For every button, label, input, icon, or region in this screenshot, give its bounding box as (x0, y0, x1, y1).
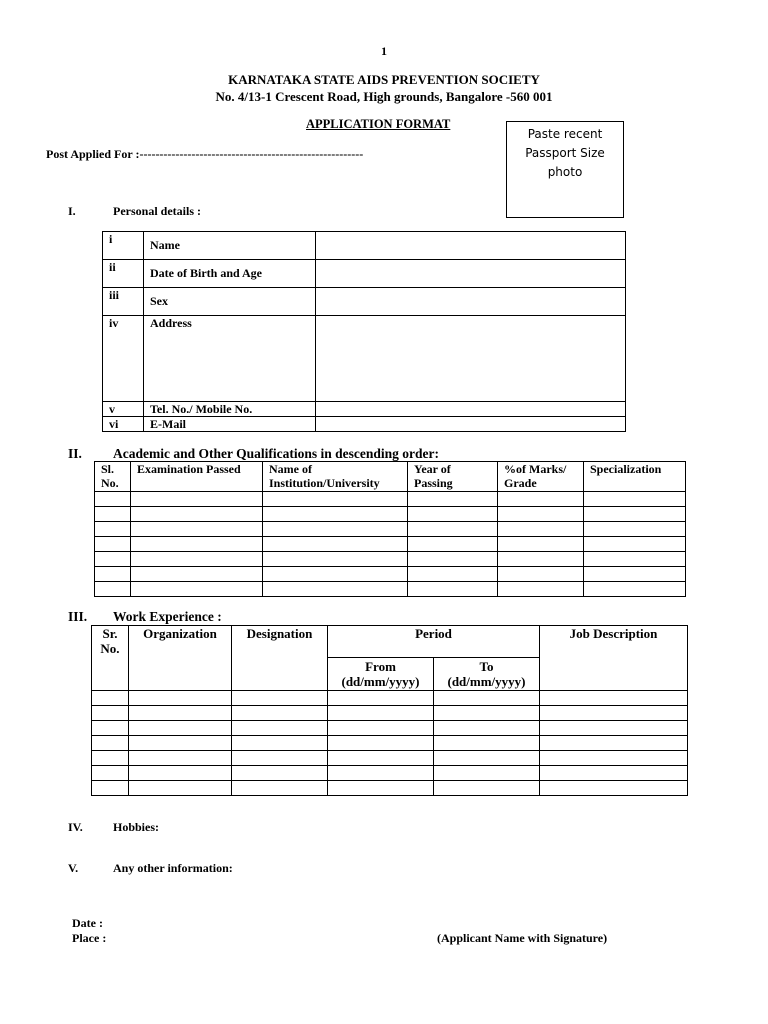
form-title: APPLICATION FORMAT (306, 117, 451, 131)
table-row (103, 288, 626, 316)
section2-number: II. (68, 446, 82, 461)
table-row (95, 522, 686, 537)
col-header-period: Period (328, 626, 540, 658)
table-row (103, 316, 626, 402)
col-header-marks: %of Marks/ Grade (498, 462, 584, 492)
signature-label[interactable]: (Applicant Name with Signature) (437, 931, 608, 945)
qualifications-table (94, 461, 686, 597)
address-input[interactable] (316, 316, 626, 402)
col-header-to: To (dd/mm/yyyy) (434, 658, 540, 691)
row-label: E-Mail (144, 417, 316, 432)
col-header-designation: Designation (232, 626, 328, 691)
row-number: iii (103, 288, 144, 316)
post-applied-blank: -------------------------------------------------------- (139, 147, 364, 161)
table-row (103, 260, 626, 288)
table-row (103, 232, 626, 260)
personal-details-table (102, 231, 626, 432)
table-row (92, 751, 688, 766)
table-row (95, 492, 686, 507)
table-row (92, 736, 688, 751)
row-number: ii (103, 260, 144, 288)
table-row (92, 706, 688, 721)
table-row (103, 402, 626, 417)
date-label[interactable]: Date : (72, 916, 103, 930)
row-number: iv (103, 316, 144, 402)
photo-box-line1: Paste recent (527, 127, 603, 141)
row-number: vi (103, 417, 144, 432)
col-header-year: Year of Passing (408, 462, 498, 492)
row-label: Sex (144, 288, 316, 316)
photo-box-line3: photo (547, 165, 583, 179)
table-row (95, 582, 686, 597)
organization-name: KARNATAKA STATE AIDS PREVENTION SOCIETY (228, 72, 540, 87)
table-row (103, 417, 626, 432)
email-input[interactable] (316, 417, 626, 432)
place-label[interactable]: Place : (72, 931, 107, 945)
section2-title: Academic and Other Qualifications in descending order: (113, 446, 439, 461)
col-header-exam: Examination Passed (131, 462, 263, 492)
table-row (95, 552, 686, 567)
section5-title[interactable]: Any other information: (113, 861, 233, 875)
table-header-row (95, 462, 686, 492)
row-label: Name (144, 232, 316, 260)
section5-number: V. (68, 861, 79, 875)
section3-number: III. (68, 609, 88, 624)
page-number: 1 (381, 44, 387, 58)
row-label: Address (144, 316, 316, 402)
sex-input[interactable] (316, 288, 626, 316)
col-header-from: From (dd/mm/yyyy) (328, 658, 434, 691)
row-label: Date of Birth and Age (144, 260, 316, 288)
table-row (95, 567, 686, 582)
section1-title: Personal details : (113, 204, 201, 218)
name-input[interactable] (316, 232, 626, 260)
table-row (92, 691, 688, 706)
dob-age-input[interactable] (316, 260, 626, 288)
photo-box[interactable] (506, 121, 624, 218)
organization-address: No. 4/13-1 Crescent Road, High grounds, Bangalore -560 001 (215, 89, 553, 104)
section4-number: IV. (68, 820, 83, 834)
col-header-specialization: Specialization (584, 462, 686, 492)
work-experience-table (91, 625, 688, 796)
section4-title[interactable]: Hobbies: (113, 820, 160, 834)
col-header-organization: Organization (129, 626, 232, 691)
table-header-row (92, 626, 688, 658)
col-header-institution: Name of Institution/University (263, 462, 408, 492)
col-header-sl: Sl. No. (95, 462, 131, 492)
table-row (92, 781, 688, 796)
row-number: i (103, 232, 144, 260)
post-applied-label: Post Applied For : (46, 147, 140, 161)
photo-box-line2: Passport Size (525, 146, 605, 160)
col-header-sr: Sr. No. (92, 626, 129, 691)
row-label: Tel. No./ Mobile No. (144, 402, 316, 417)
col-header-job-description: Job Description (540, 626, 688, 691)
table-row (92, 766, 688, 781)
table-row (95, 537, 686, 552)
section1-number: I. (68, 204, 76, 218)
phone-input[interactable] (316, 402, 626, 417)
row-number: v (103, 402, 144, 417)
table-row (95, 507, 686, 522)
table-row (92, 721, 688, 736)
post-applied-field[interactable] (46, 147, 363, 162)
section3-title: Work Experience : (113, 609, 222, 624)
